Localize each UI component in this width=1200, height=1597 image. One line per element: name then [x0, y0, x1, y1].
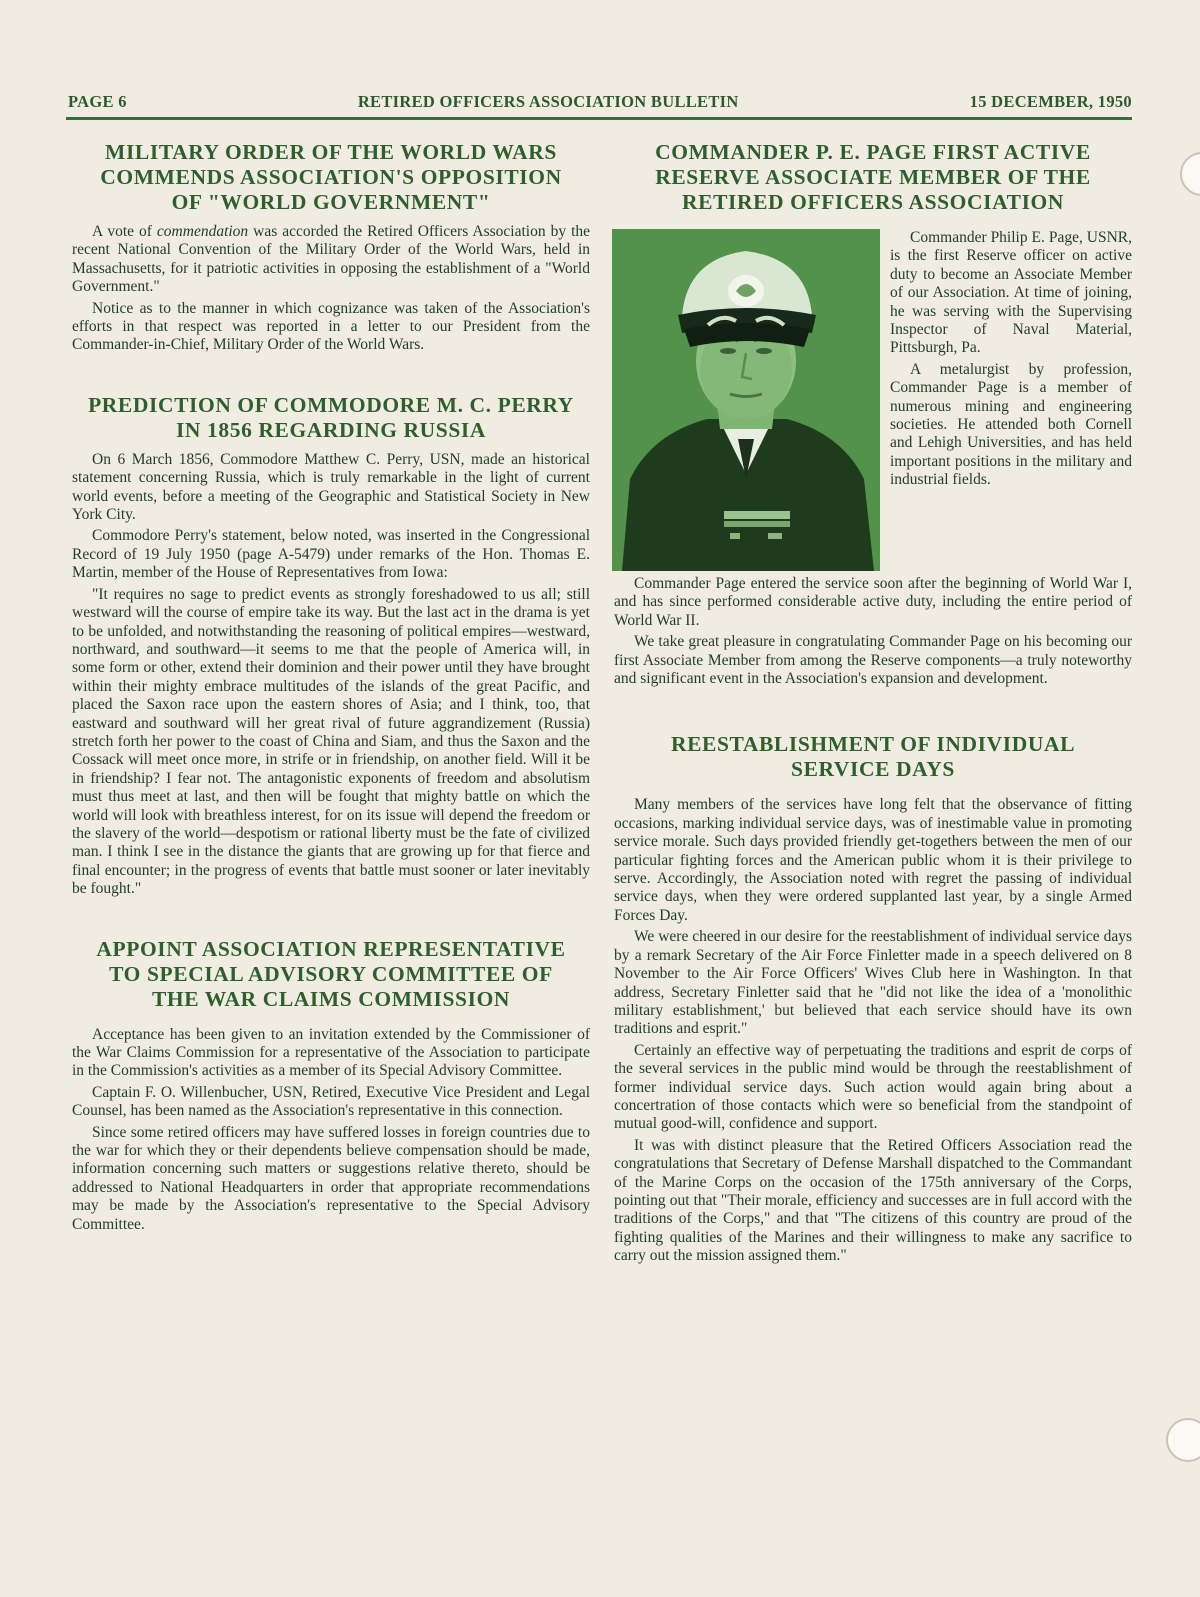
article-title: COMMANDER P. E. PAGE FIRST ACTIVE RESERVE ASSOCIATE MEMBER OF THE RETIRED OFFICERS ASSOCIATION: [655, 140, 1091, 214]
article-paragraph: Certainly an effective way of perpetuating the traditions and esprit de corps of the several services in the public mind would be through the reestablishment of former individual service days. Such action would again bring about a concertration of those contacts which were so beneficial from the standpoint of mutual good-will, confidence and support.: [614, 1041, 1132, 1133]
article-title: MILITARY ORDER OF THE WORLD WARS COMMENDS ASSOCIATION'S OPPOSITION OF "WORLD GOVERNMENT": [100, 140, 562, 214]
article-title: REESTABLISHMENT OF INDIVIDUAL SERVICE DAYS: [670, 732, 1076, 782]
page-header: [68, 92, 1132, 112]
article-paragraph: Acceptance has been given to an invitation extended by the Commissioner of the War Claims Commission for a representative of the Association to participate in the Commission's activities as a member of its Special Advisory Committee.: [72, 1025, 590, 1080]
article-paragraph: Commander Page entered the service soon after the beginning of World War I, and has since performed considerable active duty, including the entire period of World War II.: [614, 575, 1132, 629]
quotation-paragraph: "It requires no sage to predict events as strongly foreshadowed to us all; still westward will the course of empire take its way. But the last act in the drama is yet to be unfolded, and notwithstanding the reasoning of political empires—westward, northward, and southward—it seems to me that the people of America will, in some form or other, extend their dominion and their power until they have brought within their mighty embrace multitudes of the islands of the great Pacific, and placed the Saxon race upon the eastern shores of Asia; and I think, too, that eastward and southward will her great rival of future aggrandizement (Russia) stretch forth her power to the coast of China and Siam, and thus the Saxon and the Cossack will meet once more, in strife or in friendship, on another field. Will it be in friendship? I fear not. The antagonistic exponents of freedom and absolutism must thus meet at last, and then will be fought that mighty battle on which the world will look with breathless interest, for on its issue will depend the freedom or the slavery of the world—despotism or rational liberty must be the fate of civilized man. I think I see in the distance the giants that are growing up for that fierce and final encounter; in the progress of events that battle must sooner or later inevitably be fought.": [72, 585, 590, 898]
article-paragraph: Commodore Perry's statement, below noted, was inserted in the Congressional Record of 19 July 1950 (page A-5479) under remarks of the Hon. Thomas E. Martin, member of the House of Representatives from Iowa:: [72, 527, 590, 582]
article-service-days: [614, 732, 1132, 1265]
article-paragraph: We were cheered in our desire for the reestablishment of individual service days by a remark Secretary of the Air Force Finletter made in a speech delivered on 8 November to the Air Force Officers' Wives Club here in Washington. In that address, Secretary Finletter said that he "did not like the idea of a 'monolithic military establishment,' but believed that each service should have its own traditions and esprit.": [614, 928, 1132, 1038]
article-paragraph: Many members of the services have long felt that the observance of fitting occasions, marking individual service days, was of inestimable value in promoting service morale. Such days provided friendly get-togethers between the men of our particular fighting forces and the American public whom it is their privilege to serve. Accordingly, the Association noted with regret the passing of individual service days, when they were ordered supplanted last year, by a single Armed Forces Day.: [614, 796, 1132, 924]
article-perry: [72, 393, 590, 899]
article-military-order: [72, 140, 590, 355]
article-war-claims: [72, 937, 590, 1234]
page-number: PAGE 6: [68, 92, 127, 111]
portrait-photo: [612, 229, 880, 571]
article-paragraph: It was with distinct pleasure that the Retired Officers Association read the congratulations that Secretary of Defense Marshall dispatched to the Commandant of the Marine Corps on the occasion of the 175th anniversary of the Corps, pointing out that "Their morale, efficiency and successes are in full accord with the traditions of the Corps," and that "The citizens of this country are proud of the fighting qualities of the Marines and their willingness to make any sacrifice to carry out the mission assigned them.": [614, 1136, 1132, 1265]
article-paragraph: A metalurgist by profession, Commander Page is a member of numerous mining and engineering societies. He attended both Cornell and Lehigh Universities, and has held important positions in the military and industrial fields.: [890, 360, 1132, 489]
portrait-illustration: [612, 229, 880, 571]
article-paragraph: A vote of commendation was accorded the Retired Officers Association by the recent National Convention of the Military Order of the World Wars, held in Massachusetts, for it patriotic activities in opposing the establishment of a "World Government.": [72, 223, 590, 296]
publication-title: RETIRED OFFICERS ASSOCIATION BULLETIN: [357, 92, 739, 111]
article-paragraph: We take great pleasure in congratulating Commander Page on his becoming our first Associate Member from among the Reserve components—a truly noteworthy and significant event in the Association's expansion and development.: [614, 633, 1132, 688]
article-title: APPOINT ASSOCIATION REPRESENTATIVE TO SPECIAL ADVISORY COMMITTEE OF THE WAR CLAIMS COMMISSION: [96, 936, 566, 1011]
left-column: [72, 140, 590, 1234]
article-title: PREDICTION OF COMMODORE M. C. PERRY IN 1856 REGARDING RUSSIA: [88, 392, 574, 442]
article-paragraph: Notice as to the manner in which cognizance was taken of the Association's efforts in that respect was reported in a letter to our President from the Commander-in-Chief, Military Order of the World Wars.: [72, 299, 590, 354]
article-commander-page: [614, 140, 1132, 688]
article-paragraph: On 6 March 1856, Commodore Matthew C. Perry, USN, made an historical statement concerning Russia, which is truly remarkable in the light of current world events, before a meeting of the Geographic and Statistical Society in New York City.: [72, 450, 590, 524]
header-rule: [66, 117, 1132, 120]
article-paragraph: Captain F. O. Willenbucher, USN, Retired, Executive Vice President and Legal Counsel, has been named as the Association's representative in this connection.: [72, 1083, 590, 1120]
article-paragraph: Since some retired officers may have suffered losses in foreign countries due to the war for which they or their dependents believe compensation should be made, information concerning such matters or suggestions relative thereto, should be addressed to National Headquarters in order that appropriate recommendations may be made by the Association's representative to the Special Advisory Committee.: [72, 1123, 590, 1233]
article-paragraph: Commander Philip E. Page, USNR, is the first Reserve officer on active duty to become an Associate Member of our Association. At time of joining, he was serving with the Supervising Inspector of Naval Material, Pittsburgh, Pa.: [890, 229, 1132, 357]
issue-date: 15 DECEMBER, 1950: [969, 92, 1132, 111]
binder-hole-bottom: [1166, 1418, 1200, 1462]
binder-hole-top: [1180, 152, 1200, 196]
right-column: [614, 140, 1132, 1266]
